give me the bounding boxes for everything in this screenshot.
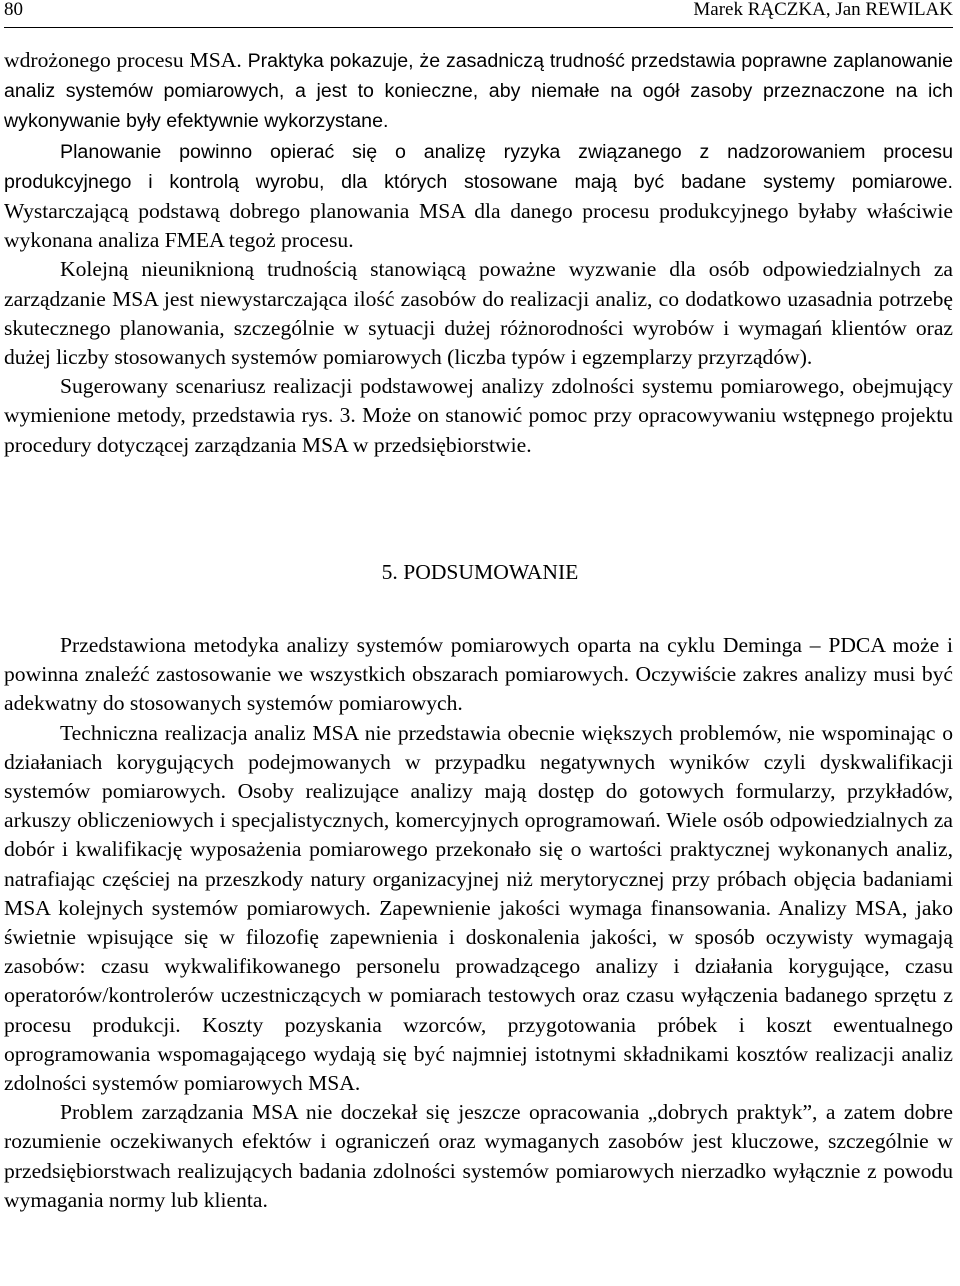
paragraph-serif-lead: wdrożonego procesu MSA. bbox=[4, 48, 242, 72]
page-number: 80 bbox=[4, 0, 23, 20]
paragraph: Techniczna realizacja analiz MSA nie przedstawia obecnie większych problemów, nie wspominając o działaniach korygujących podejmowanych w przypadku negatywnych wyników czyli dyskwalifikacji systemów pomiarowych. Osoby realizujące analizy mają dostęp do gotowych formularzy, przykładów, arkuszy obliczeniowych i specjalistycznych, komercyjnych oprogramowań. Wiele osób odpowiedzialnych za dobór i kwalifikację wyposażenia pomiarowego przekonało się o wartości praktycznej wykonanych analiz, natrafiając częściej na przeszkody natury organizacyjnej niż merytorycznej przy próbach objęcia badaniami MSA kolejnych systemów pomiarowych. Zapewnienie jakości wymaga finansowania. Analizy MSA, jako świetnie wpisujące się w filozofię zapewnienia i doskonalenia jakości, w sposób oczywisty wymagają zasobów: czasu wykwalifikowanego personelu prowadzącego analizy i działania korygujące, czasu operatorów/kontrolerów uczestniczących w pomiarach testowych oraz czasu wyłączenia badanego sprzętu z procesu produkcji. Koszty pozyskania wzorców, przygotowania próbek i koszt ewentualnego oprogramowania wspomagającego wydają się być najmniej istotnymi składnikami kosztów realizacji analiz zdolności systemów pomiarowych MSA. bbox=[4, 720, 953, 1096]
paragraph bbox=[4, 46, 953, 137]
paragraph: Problem zarządzania MSA nie doczekał się jeszcze opracowania „dobrych praktyk”, a zatem dobre rozumienie oczekiwanych efektów i ograniczeń oraz wymaganych zasobów jest kluczowe, szczególnie w przedsiębiorstwach realizujących badania zdolności systemów pomiarowych nierzadko wyłącznie z powodu wymagania normy lub klienta. bbox=[4, 1100, 953, 1212]
paragraph-serif-continuation: Wystarczającą podstawą dobrego planowania MSA dla danego procesu produkcyjnego byłaby właściwie wykonana analiza FMEA tegoż procesu. bbox=[4, 199, 953, 253]
paragraph: Sugerowany scenariusz realizacji podstawowej analizy zdolności systemu pomiarowego, obejmujący wymienione metody, przedstawia rys. 3. Może on stanowić pomoc przy opracowywaniu wstępnego projektu procedury dotyczącej zarządzania MSA w przedsiębiorstwie. bbox=[4, 374, 953, 457]
running-header bbox=[4, 0, 953, 28]
header-authors: Marek RĄCZKA, Jan REWILAK bbox=[693, 0, 953, 20]
section-heading: 5. PODSUMOWANIE bbox=[381, 560, 579, 584]
body-text-top bbox=[4, 46, 953, 460]
paragraph: Kolejną nieuniknioną trudnością stanowiącą poważne wyzwanie dla osób odpowiedzialnych za zarządzanie MSA jest niewystarczająca ilość zasobów do realizacji analiz, co dodatkowo uzasadnia potrzebę skutecznego planowania, szczególnie w sytuacji dużej różnorodności wyrobów i wymagań klientów oraz dużej liczby stosowanych systemów pomiarowych (liczba typów i egzemplarzy przyrządów). bbox=[4, 257, 953, 370]
body-text-bottom bbox=[4, 631, 953, 1215]
paragraph-sans-continuation: Praktyka pokazuje, że zasadniczą trudność przedstawia poprawne zaplanowanie analiz systemów pomiarowych, a jest to konieczne, aby niemałe na ogół zasoby przeznaczone na ich wykonywanie były efektywnie wykorzystane. bbox=[4, 50, 953, 133]
paragraph: Przedstawiona metodyka analizy systemów pomiarowych oparta na cyklu Deminga – PDCA może i powinna znaleźć zastosowanie we wszystkich obszarach pomiarowych. Oczywiście zakres analizy musi być adekwatny do stosowanych systemów pomiarowych. bbox=[4, 633, 953, 716]
paragraph bbox=[4, 137, 953, 256]
paragraph-sans-lead: Planowanie powinno opierać się o analizę ryzyka związanego z nadzorowaniem procesu produkcyjnego i kontrolą wyrobu, dla których stosowane mają być badane systemy pomiarowe. bbox=[4, 140, 953, 193]
